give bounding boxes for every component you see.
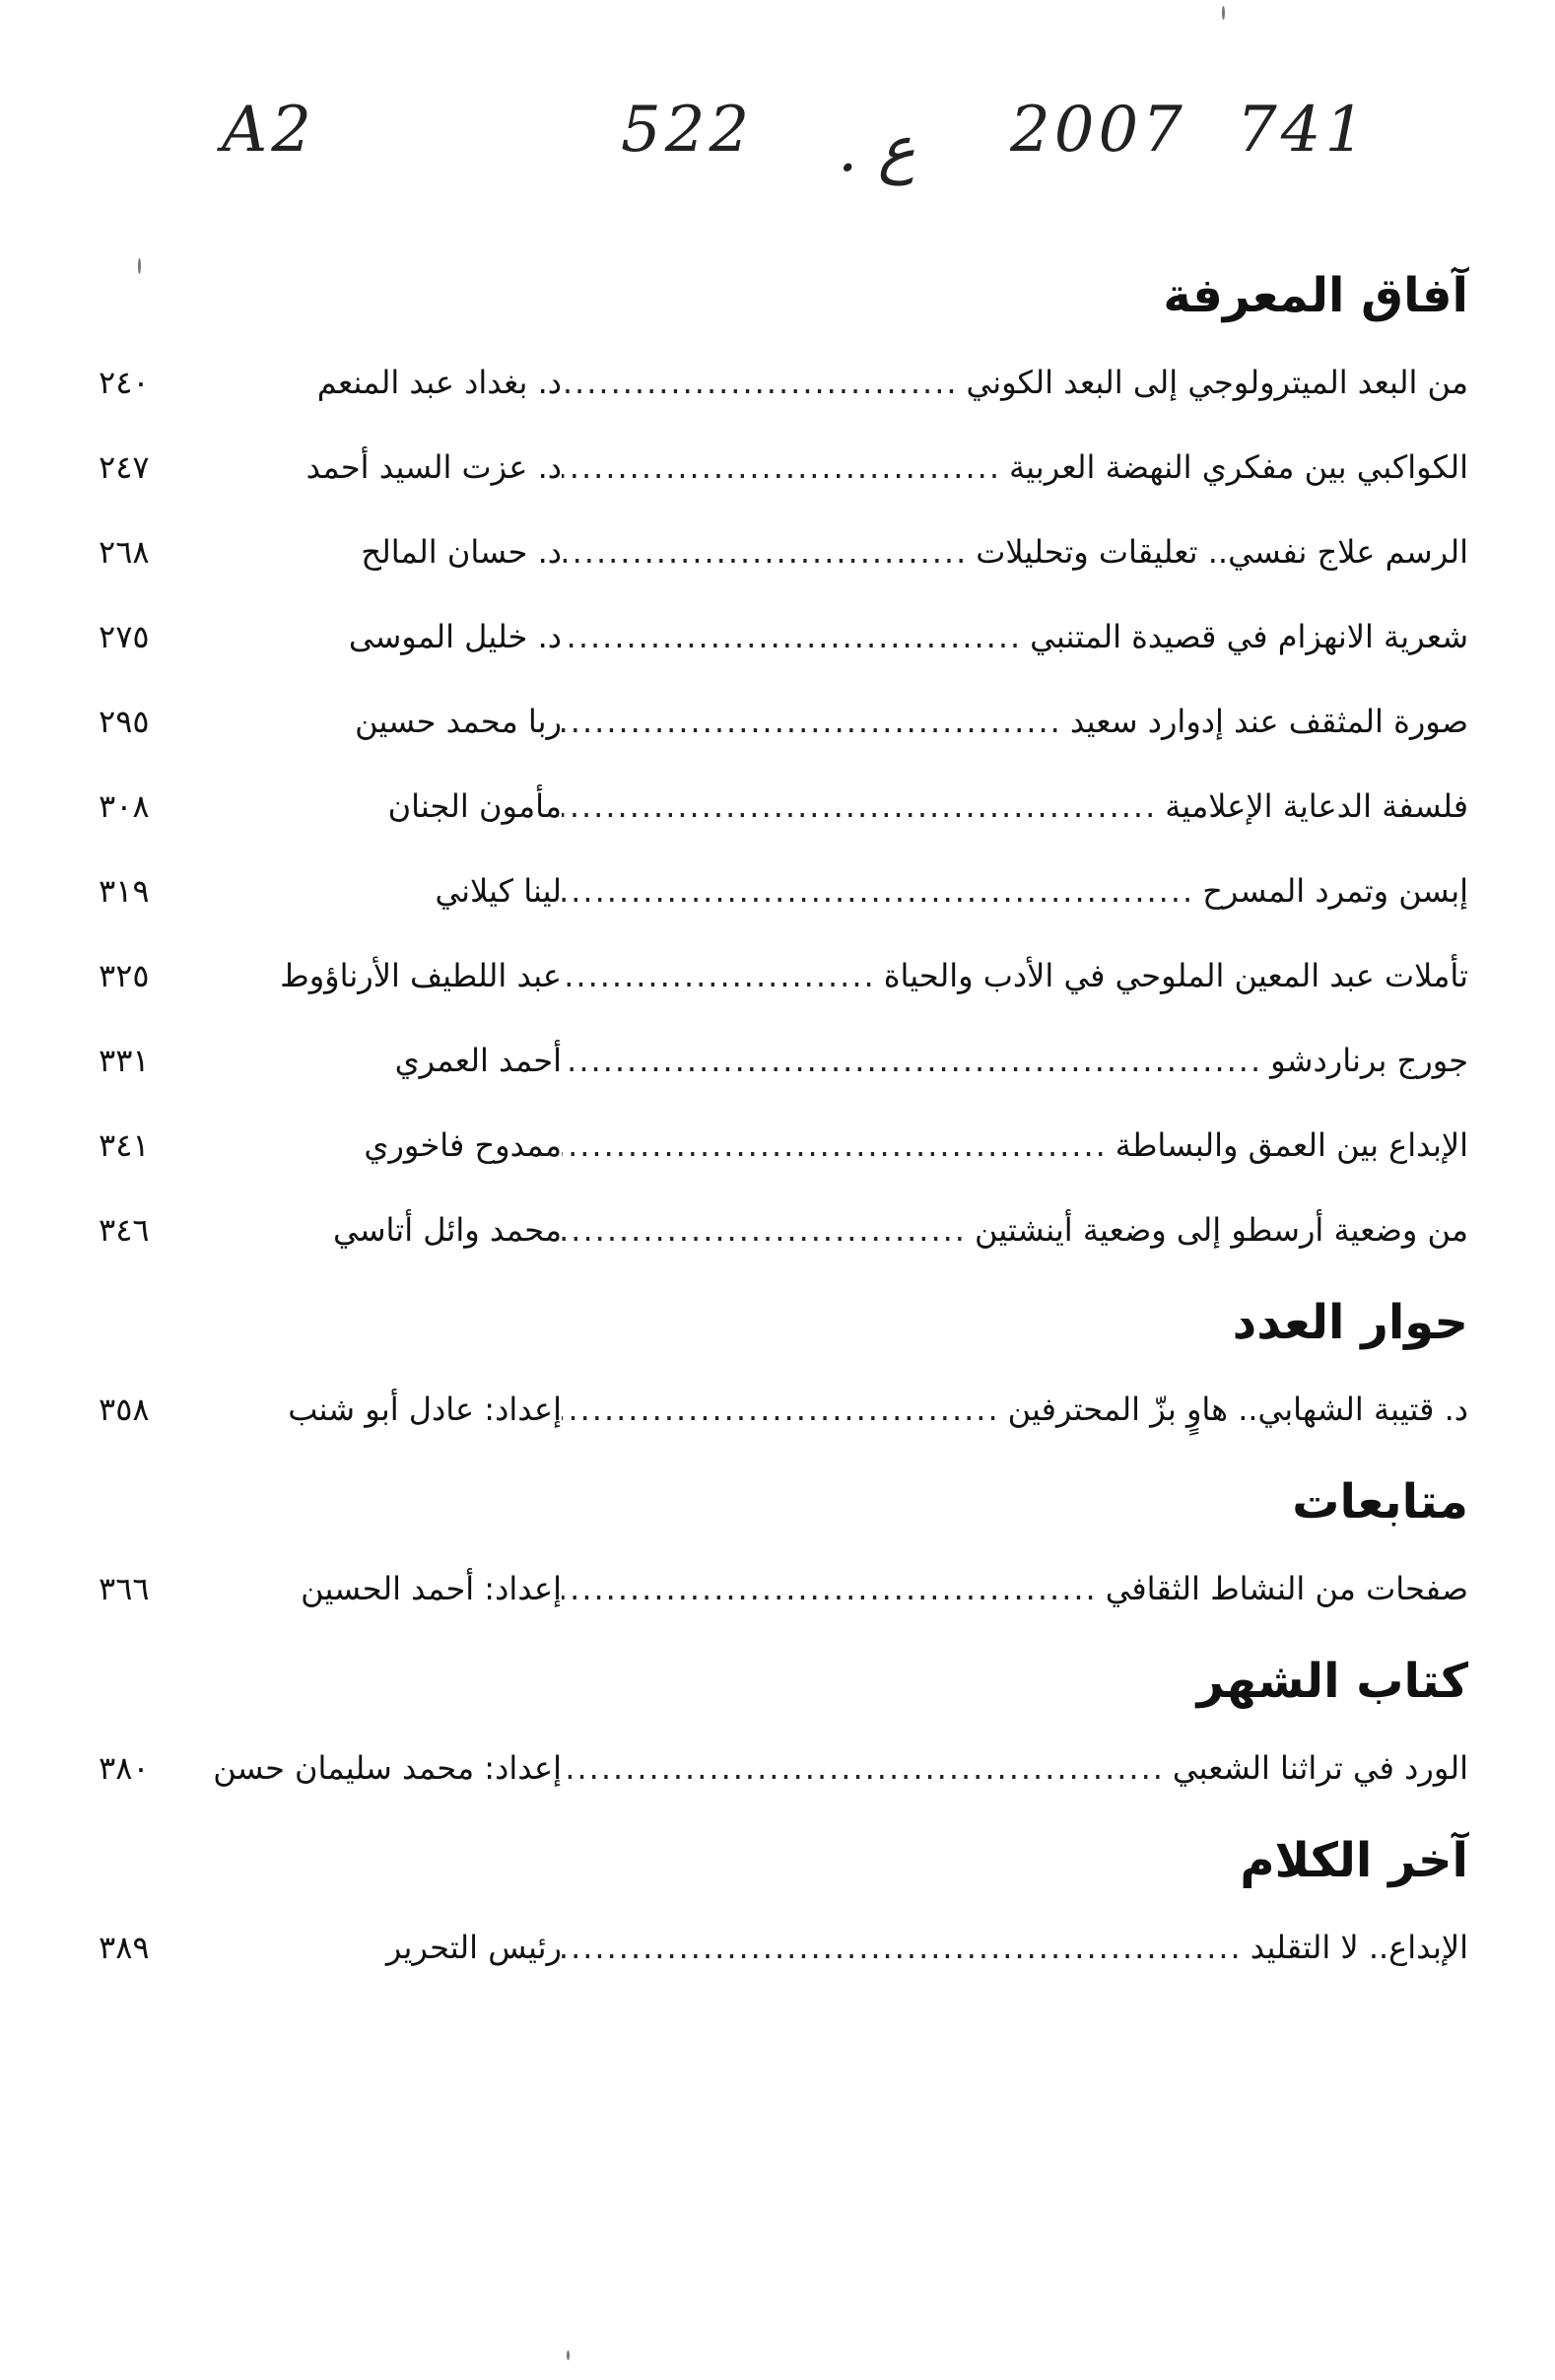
entry-title-wrap: [562, 594, 1468, 679]
handwritten-note-part: 741: [1237, 94, 1370, 167]
entry-title-wrap: [562, 425, 1468, 510]
handwritten-note-part: . ع: [838, 113, 915, 186]
entry-title: جورج برناردشو: [1270, 1042, 1468, 1079]
table-of-contents: [99, 251, 1468, 1996]
entry-title: الرسم علاج نفسي.. تعليقات وتحليلات: [976, 533, 1468, 571]
handwritten-note-part: A2: [222, 94, 315, 167]
toc-entry: [99, 933, 1468, 1018]
toc-entry: [99, 764, 1468, 849]
entry-title: الإبداع.. لا التقليد: [1250, 1929, 1468, 1966]
entry-page-number: ٢٧٥: [99, 618, 150, 655]
dot-leader: [562, 1546, 1098, 1631]
dot-leader: [562, 764, 1157, 849]
entry-title: تأملات عبد المعين الملوحي في الأدب والحياة: [883, 957, 1468, 994]
handwritten-note-part: 522: [621, 94, 754, 167]
section-title: كتاب الشهر: [1196, 1654, 1468, 1709]
entry-author: أحمد العمري: [394, 1042, 562, 1079]
entry-title-wrap: [562, 1103, 1468, 1188]
dot-leader: [562, 679, 1062, 764]
entry-author: د. عزت السيد أحمد: [305, 448, 562, 486]
entry-title-wrap: [562, 1726, 1468, 1810]
toc-entry: [99, 594, 1468, 679]
entry-author: محمد وائل أتاسي: [333, 1211, 562, 1249]
entry-page-number: ٢٤٧: [99, 448, 150, 486]
entry-page-number: ٣١٩: [99, 872, 150, 910]
entry-author: مأمون الجنان: [387, 787, 562, 825]
dot-leader: [562, 849, 1194, 933]
toc-entry: [99, 1103, 1468, 1188]
toc-entry: [99, 1905, 1468, 1990]
entry-title-wrap: [562, 510, 1468, 594]
entry-title-wrap: [562, 1546, 1468, 1631]
entry-page-number: ٣٤١: [99, 1126, 150, 1164]
toc-entry: [99, 679, 1468, 764]
section-title: حوار العدد: [1232, 1295, 1468, 1350]
section-title: آخر الكلام: [1240, 1833, 1468, 1888]
entry-author: د. حسان المالح: [361, 533, 562, 571]
dot-leader: [562, 1018, 1262, 1103]
section-spacer: [99, 1990, 1468, 1996]
handwritten-note-part: 2007: [1010, 94, 1186, 167]
entry-title-wrap: [562, 1018, 1468, 1103]
entry-title-wrap: [562, 849, 1468, 933]
toc-entry: [99, 1188, 1468, 1272]
entry-title-wrap: [562, 933, 1468, 1018]
entry-title-wrap: [562, 340, 1468, 425]
entry-title: من وضعية أرسطو إلى وضعية أينشتين: [974, 1211, 1468, 1249]
scan-speck: [138, 258, 141, 274]
section-title: آفاق المعرفة: [1163, 268, 1468, 323]
dot-leader: [562, 510, 968, 594]
scan-speck: [567, 2350, 570, 2360]
entry-page-number: ٢٦٨: [99, 533, 150, 571]
entry-title: الكواكبي بين مفكري النهضة العربية: [1008, 448, 1468, 486]
entry-title: من البعد الميترولوجي إلى البعد الكوني: [966, 364, 1468, 401]
entry-page-number: ٣٣١: [99, 1042, 150, 1079]
entry-page-number: ٣٥٨: [99, 1391, 150, 1428]
entry-title: إبسن وتمرد المسرح: [1202, 872, 1468, 910]
entry-page-number: ٣٦٦: [99, 1570, 150, 1607]
entry-title: الورد في تراثنا الشعبي: [1172, 1749, 1468, 1787]
dot-leader: [562, 1103, 1108, 1188]
entry-author: إعداد: محمد سليمان حسن: [213, 1749, 562, 1787]
section-title: متابعات: [1292, 1474, 1468, 1530]
entry-title: الإبداع بين العمق والبساطة: [1115, 1126, 1468, 1164]
toc-entry: [99, 1018, 1468, 1103]
entry-title-wrap: [562, 1367, 1468, 1452]
entry-title-wrap: [562, 679, 1468, 764]
entry-author: إعداد: عادل أبو شنب: [288, 1391, 562, 1428]
toc-entry: [99, 849, 1468, 933]
dot-leader: [562, 933, 876, 1018]
entry-title-wrap: [562, 1905, 1468, 1990]
entry-page-number: ٣٨٠: [99, 1749, 150, 1787]
entry-page-number: ٣٨٩: [99, 1929, 150, 1966]
entry-title: صورة المثقف عند إدوارد سعيد: [1069, 703, 1468, 740]
entry-title: صفحات من النشاط الثقافي: [1105, 1570, 1468, 1607]
dot-leader: [562, 425, 1001, 510]
entry-author: رئيس التحرير: [385, 1929, 562, 1966]
toc-entry: [99, 340, 1468, 425]
entry-page-number: ٢٤٠: [99, 364, 150, 401]
entry-author: د. خليل الموسى: [348, 618, 562, 655]
toc-entry: [99, 1726, 1468, 1810]
entry-title-wrap: [562, 1188, 1468, 1272]
entry-title: فلسفة الدعاية الإعلامية: [1165, 787, 1468, 825]
dot-leader: [562, 1726, 1165, 1810]
entry-page-number: ٢٩٥: [99, 703, 150, 740]
entry-page-number: ٣٠٨: [99, 787, 150, 825]
toc-entry: [99, 1546, 1468, 1631]
handwritten-note: [0, 94, 1555, 202]
dot-leader: [562, 1905, 1243, 1990]
entry-title: شعرية الانهزام في قصيدة المتنبي: [1030, 618, 1468, 655]
toc-entry: [99, 1367, 1468, 1452]
entry-author: د. بغداد عبد المنعم: [316, 364, 562, 401]
entry-author: ممدوح فاخوري: [364, 1126, 562, 1164]
dot-leader: [562, 1188, 967, 1272]
entry-author: إعداد: أحمد الحسين: [301, 1570, 562, 1607]
entry-author: ربا محمد حسين: [355, 703, 562, 740]
dot-leader: [562, 594, 1022, 679]
toc-entry: [99, 425, 1468, 510]
toc-entry: [99, 510, 1468, 594]
dot-leader: [562, 340, 959, 425]
entry-page-number: ٣٤٦: [99, 1211, 150, 1249]
dot-leader: [562, 1367, 1000, 1452]
scan-speck: [1222, 6, 1225, 20]
entry-title-wrap: [562, 764, 1468, 849]
entry-title: د. قتيبة الشهابي.. هاوٍ بزّ المحترفين: [1007, 1391, 1468, 1428]
entry-page-number: ٣٢٥: [99, 957, 150, 994]
entry-author: لينا كيلاني: [435, 872, 562, 910]
entry-author: عبد اللطيف الأرناؤوط: [280, 957, 562, 994]
